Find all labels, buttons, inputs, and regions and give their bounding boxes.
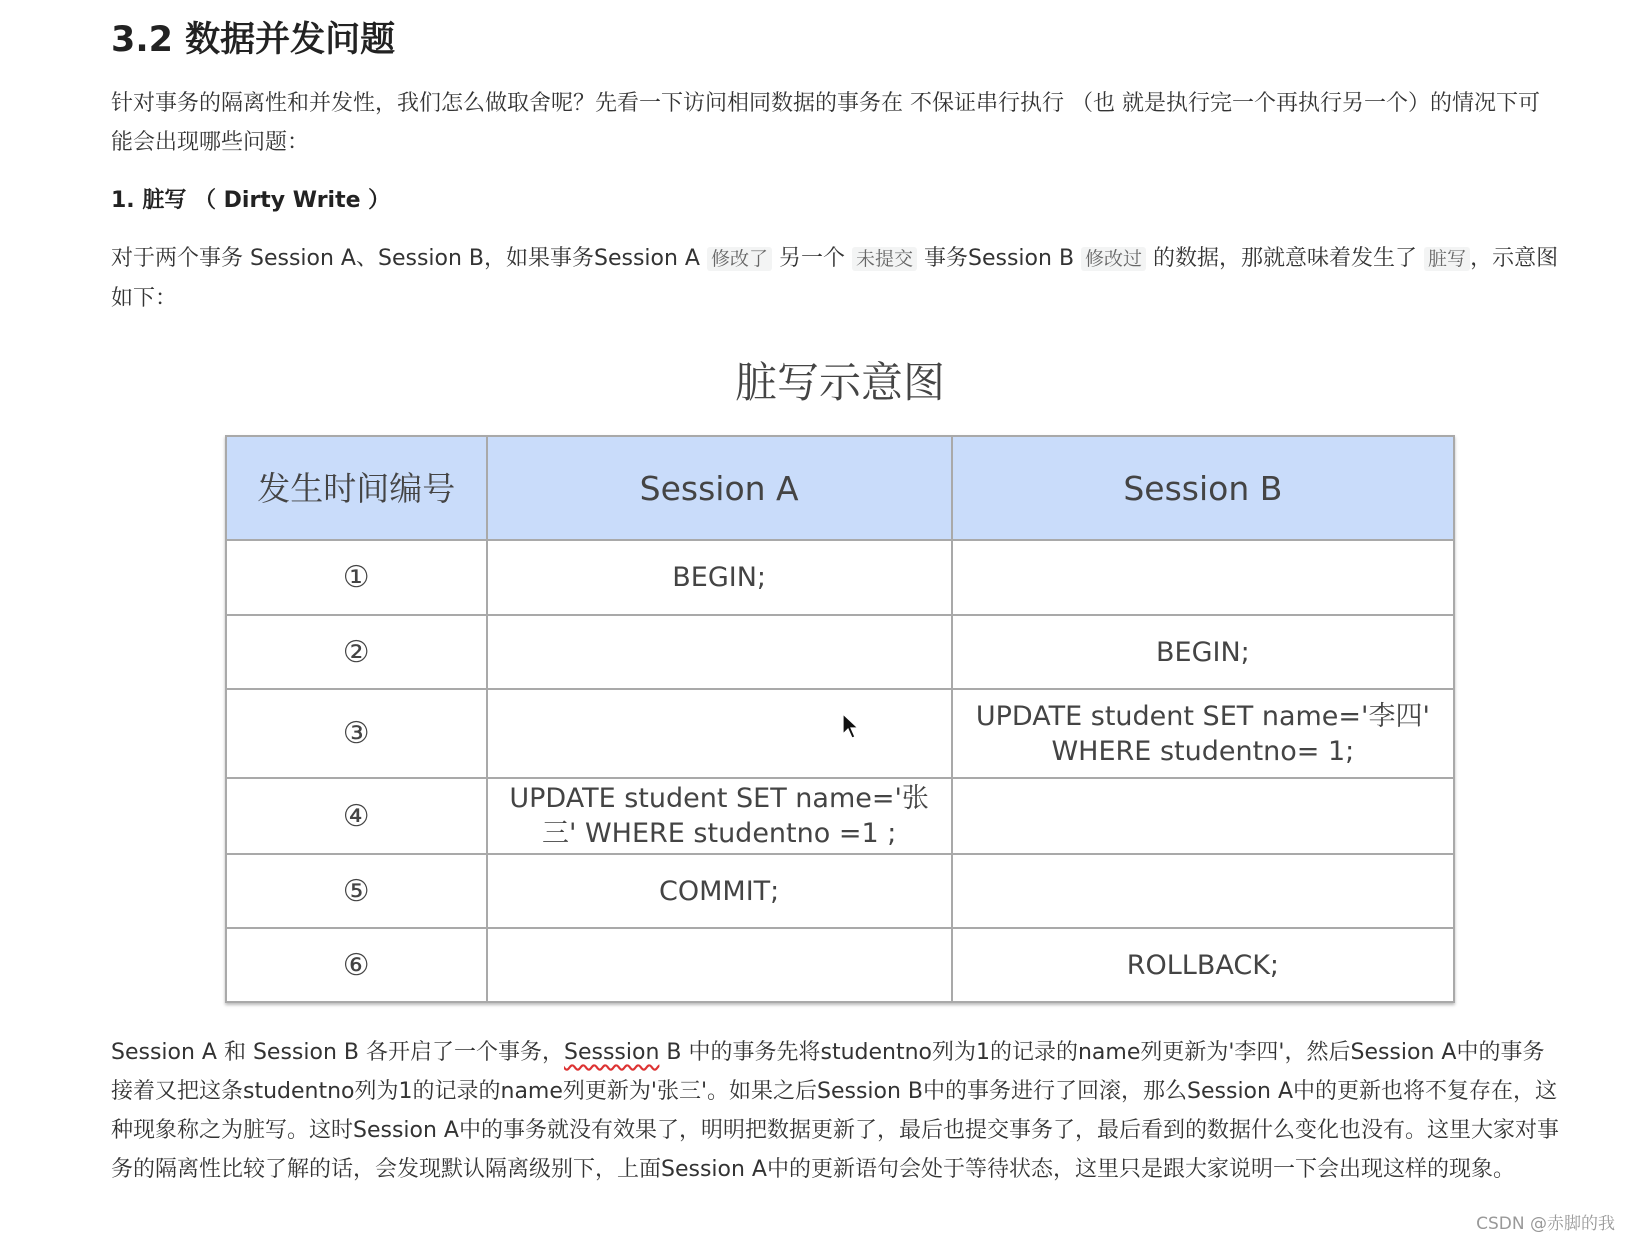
session-b-cell [952,854,1454,928]
text: 事务Session B [917,246,1082,271]
inline-code: 未提交 [852,247,917,271]
inline-code: 修改过 [1081,247,1146,271]
session-a-cell: BEGIN; [487,540,952,615]
mouse-cursor-icon [842,713,860,741]
session-a-cell: COMMIT; [487,854,952,928]
inline-code: 修改了 [707,247,772,271]
step-number: ① [226,540,487,615]
header-time: 发生时间编号 [226,436,487,540]
session-b-cell: UPDATE student SET name='李四' WHERE studentno= 1; [952,689,1454,778]
table-header-row [226,436,1454,540]
step-number: ④ [226,778,487,854]
session-a-cell [487,928,952,1002]
header-session-a: Session A [487,436,952,540]
table-row [226,615,1454,689]
diagram-title: 脏写示意图 [734,358,945,407]
step-number: ⑤ [226,854,487,928]
table-row [226,854,1454,928]
session-b-cell: BEGIN; [952,615,1454,689]
section-heading: 3.2 数据并发问题 [111,20,396,60]
dirty-write-paragraph [111,239,1561,318]
table-row [226,778,1454,854]
text: ，示意图如下： [111,246,1559,311]
inline-code: 脏写 [1424,247,1470,271]
session-a-cell: UPDATE student SET name='张三' WHERE studentno =1 ; [487,778,952,854]
session-a-cell [487,689,952,778]
intro-paragraph: 针对事务的隔离性和并发性，我们怎么做取舍呢？先看一下访问相同数据的事务在 不保证串行执行 （也 就是执行完一个再执行另一个）的情况下可能会出现哪些问题： [111,91,1540,155]
text: Session A 和 Session B 各开启了一个事务， [111,1040,564,1065]
table-row [226,540,1454,615]
watermark: CSDN @赤脚的我 [1476,1214,1615,1234]
table-row [226,928,1454,1002]
session-b-cell [952,540,1454,615]
misspelled-word: Sesssion [564,1040,660,1065]
text: 另一个 [772,246,852,271]
header-session-b: Session B [952,436,1454,540]
session-a-cell [487,615,952,689]
text: 对于两个事务 Session A、Session B，如果事务Session A [111,246,707,271]
table-row [226,689,1454,778]
text: B 中的事务先将studentno列为1的记录的name列更新为'李四'，然后Session A中的事务接着又把这条studentno列为1的记录的name列更新为'张三'。如果之后Session B中的事务进行了回滚，那么Session A中的更新也将不复存在，这种现象称之为脏写。这时Session A中的事务就没有效果了，明明把数据更新了，最后也提交事务了，最后看到的数据什么变化也没有。这里大家对事务的隔离性比较了解的话，会发现默认隔离级别下，上面Session A中的更新语句会处于等待状态，这里只是跟大家说明一下会出现这样的现象。 [111,1040,1559,1182]
session-b-cell [952,778,1454,854]
step-number: ③ [226,689,487,778]
dirty-write-table [225,435,1455,1003]
text: 的数据，那就意味着发生了 [1146,246,1425,271]
subheading: 1. 脏写 （ Dirty Write ） [111,188,391,213]
step-number: ⑥ [226,928,487,1002]
step-number: ② [226,615,487,689]
session-b-cell: ROLLBACK; [952,928,1454,1002]
explanation-paragraph [111,1033,1561,1189]
